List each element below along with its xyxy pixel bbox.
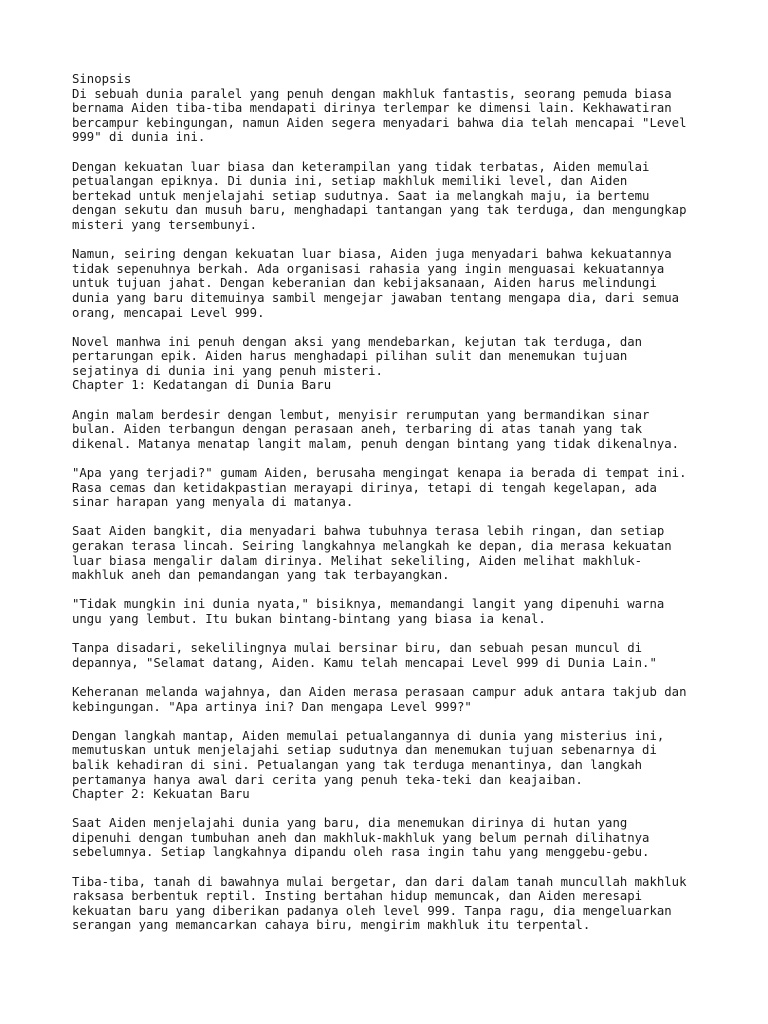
text-line: Dengan langkah mantap, Aiden memulai petualangannya di dunia yang misterius ini, bbox=[72, 728, 665, 743]
text-line: tidak sepenuhnya berkah. Ada organisasi rahasia yang ingin menguasai kekuatannya bbox=[72, 261, 665, 276]
text-line: serangan yang memancarkan cahaya biru, mengirim makhluk itu terpental. bbox=[72, 918, 591, 933]
section-heading-synopsis: Sinopsis bbox=[72, 72, 132, 86]
text-line: raksasa berbentuk reptil. Insting bertahan hidup memuncak, dan Aiden meresapi bbox=[72, 889, 643, 904]
text-line: Saat Aiden menjelajahi dunia yang baru, dia menemukan dirinya di hutan yang bbox=[72, 816, 628, 831]
text-line: Angin malam berdesir dengan lembut, menyisir rerumputan yang bermandikan sinar bbox=[72, 407, 650, 422]
text-line: Rasa cemas dan ketidakpastian merayapi dirinya, tetapi di tengah kegelapan, ada bbox=[72, 480, 657, 495]
text-line: ungu yang lembut. Itu bukan bintang-bintang yang biasa ia kenal. bbox=[72, 611, 546, 626]
paragraph-gap bbox=[72, 451, 732, 466]
text-line: kebingungan. "Apa artinya ini? Dan mengapa Level 999?" bbox=[72, 699, 472, 714]
text-line: bulan. Aiden terbangun dengan perasaan aneh, terbaring di atas tanah yang tak bbox=[72, 422, 643, 437]
text-line: dunia yang baru ditemuinya sambil mengejar jawaban tentang mengapa dia, dari semua bbox=[72, 290, 680, 305]
text-line: Di sebuah dunia paralel yang penuh dengan makhluk fantastis, seorang pemuda biasa bbox=[72, 86, 672, 101]
paragraph-gap bbox=[72, 583, 732, 598]
text-line: Saat Aiden bangkit, dia menyadari bahwa tubuhnya terasa lebih ringan, dan setiap bbox=[72, 524, 665, 539]
text-line: depannya, "Selamat datang, Aiden. Kamu telah mencapai Level 999 di Dunia Lain." bbox=[72, 655, 657, 670]
text-line: pertarungan epik. Aiden harus menghadapi pilihan sulit dan menemukan tujuan bbox=[72, 349, 628, 364]
text-line: gerakan terasa lincah. Seiring langkahnya melangkah ke depan, dia merasa kekuatan bbox=[72, 539, 672, 553]
text-line: dengan sekutu dan musuh baru, menghadapi tantangan yang tak terduga, dan mengungkap bbox=[72, 203, 687, 218]
text-line: 999" di dunia ini. bbox=[72, 130, 206, 145]
text-line: orang, mencapai Level 999. bbox=[72, 305, 265, 320]
paragraph-gap bbox=[72, 393, 732, 408]
text-line: luar biasa mengalir dalam dirinya. Melihat sekeliling, Aiden melihat makhluk- bbox=[72, 553, 643, 568]
text-line: sebelumnya. Setiap langkahnya dipandu oleh rasa ingin tahu yang menggebu-gebu. bbox=[72, 845, 650, 860]
text-line: kekuatan baru yang diberikan padanya oleh level 999. Tanpa ragu, dia mengeluarkan bbox=[72, 903, 672, 918]
text-line: balik kehadiran di sini. Petualangan yang tak terduga menantinya, dan langkah bbox=[72, 757, 643, 772]
text-line: Dengan kekuatan luar biasa dan keterampilan yang tidak terbatas, Aiden memulai bbox=[72, 159, 650, 174]
paragraph-gap bbox=[72, 320, 732, 335]
text-line: dikenal. Matanya menatap langit malam, penuh dengan bintang yang tidak dikenalnya. bbox=[72, 436, 680, 451]
paragraph-gap bbox=[72, 802, 732, 817]
text-line: sinar harapan yang menyala di matanya. bbox=[72, 495, 354, 510]
document-page bbox=[72, 72, 732, 933]
text-line: misteri yang tersembunyi. bbox=[72, 217, 258, 232]
text-line: memutuskan untuk menjelajahi setiap sudutnya dan menemukan tujuan sebenarnya di bbox=[72, 743, 657, 758]
text-line: dipenuhi dengan tumbuhan aneh dan makhluk-makhluk yang belum pernah dilihatnya bbox=[72, 830, 650, 845]
text-line: Novel manhwa ini penuh dengan aksi yang mendebarkan, kejutan tak terduga, dan bbox=[72, 334, 643, 349]
text-line: Namun, seiring dengan kekuatan luar biasa, Aiden juga menyadari bahwa kekuatannya bbox=[72, 247, 672, 262]
paragraph-gap bbox=[72, 510, 732, 525]
text-line: pertamanya hanya awal dari cerita yang penuh teka-teki dan keajaiban. bbox=[72, 772, 583, 787]
text-line: bernama Aiden tiba-tiba mendapati dirinya terlempar ke dimensi lain. Kekhawatiran bbox=[72, 101, 672, 116]
text-line: petualangan epiknya. Di dunia ini, setiap makhluk memiliki level, dan Aiden bbox=[72, 174, 628, 189]
paragraph-gap bbox=[72, 860, 732, 875]
paragraph-gap bbox=[72, 233, 732, 248]
text-line: Tanpa disadari, sekelilingnya mulai bersinar biru, dan sebuah pesan muncul di bbox=[72, 641, 643, 656]
text-line: "Tidak mungkin ini dunia nyata," bisiknya, memandangi langit yang dipenuhi warna bbox=[72, 597, 665, 612]
text-line: makhluk aneh dan pemandangan yang tak terbayangkan. bbox=[72, 568, 450, 583]
text-line: "Apa yang terjadi?" gumam Aiden, berusaha mengingat kenapa ia berada di tempat ini. bbox=[72, 466, 687, 481]
text-line: bertekad untuk menjelajahi setiap sudutnya. Saat ia melangkah maju, ia bertemu bbox=[72, 188, 650, 203]
paragraph-gap bbox=[72, 145, 732, 160]
text-line: Tiba-tiba, tanah di bawahnya mulai bergetar, dan dari dalam tanah muncullah makhluk bbox=[72, 874, 687, 889]
text-line: Keheranan melanda wajahnya, dan Aiden merasa perasaan campur aduk antara takjub dan bbox=[72, 684, 687, 699]
paragraph-gap bbox=[72, 714, 732, 729]
paragraph-gap bbox=[72, 670, 732, 685]
text-line: bercampur kebingungan, namun Aiden segera menyadari bahwa dia telah mencapai "Level bbox=[72, 115, 687, 130]
text-line: untuk tujuan jahat. Dengan keberanian dan kebijaksanaan, Aiden harus melindungi bbox=[72, 276, 657, 291]
chapter-heading: Chapter 1: Kedatangan di Dunia Baru bbox=[72, 378, 332, 393]
paragraph-gap bbox=[72, 627, 732, 642]
chapter-heading: Chapter 2: Kekuatan Baru bbox=[72, 787, 250, 802]
text-line: sejatinya di dunia ini yang penuh misteri. bbox=[72, 363, 383, 378]
